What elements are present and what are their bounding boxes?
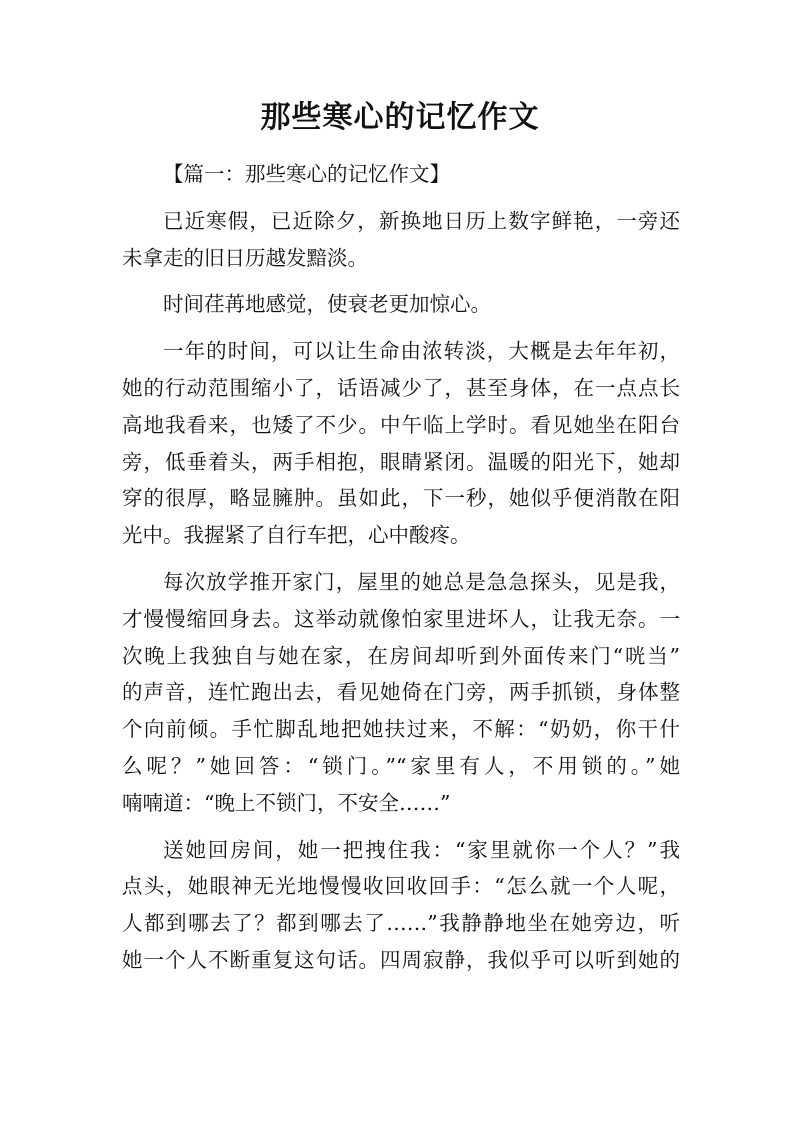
paragraph-4 [122, 333, 680, 554]
paragraph-line: 的声音，连忙跑出去，看见她倚在门旁，两手抓锁，身体整 [122, 680, 680, 705]
paragraph-line: 人都到哪去了？都到哪去了……”我静静地坐在她旁边，听 [122, 911, 680, 936]
paragraph-line: 时间荏苒地感觉，使衰老更加惊心。 [163, 292, 491, 317]
paragraph-line: 她的行动范围缩小了，话语减少了，甚至身体，在一点点长 [122, 375, 680, 400]
paragraph-line: 高地我看来，也矮了不少。中午临上学时。看见她坐在阳台 [122, 412, 680, 437]
paragraph-line: 么呢？”她回答：“锁门。”“家里有人，不用锁的。”她 [122, 753, 680, 778]
paragraph-line: 才慢慢缩回身去。这举动就像怕家里进坏人，让我无奈。一 [122, 606, 680, 631]
paragraph-line: 个向前倾。手忙脚乱地把她扶过来，不解：“奶奶，你干什 [122, 717, 680, 742]
paragraph-line: 旁，低垂着头，两手相抱，眼睛紧闭。温暖的阳光下，她却 [122, 449, 680, 474]
paragraph-line: 她一个人不断重复这句话。四周寂静，我似乎可以听到她的 [122, 947, 680, 972]
paragraph-line: 次晚上我独自与她在家，在房间却听到外面传来门“咣当” [122, 643, 680, 668]
paragraph-6 [122, 832, 680, 979]
paragraph-line: 点头，她眼神无光地慢慢收回收回手：“怎么就一个人呢， [122, 874, 680, 899]
document-body [122, 156, 680, 989]
document-title: 那些寒心的记忆作文 [260, 100, 540, 135]
paragraph-line: 每次放学推开家门，屋里的她总是急急探头，见是我， [163, 569, 680, 594]
paragraph-3 [122, 286, 680, 323]
paragraph-1 [122, 156, 680, 193]
paragraph-line: 穿的很厚，略显臃肿。虽如此，下一秒，她似乎便消散在阳 [122, 486, 680, 511]
paragraph-line: 喃喃道：“晚上不锁门，不安全……” [122, 790, 451, 815]
paragraph-line: 送她回房间，她一把拽住我：“家里就你一个人？”我 [163, 837, 680, 862]
paragraph-line: 未拿走的旧日历越发黯淡。 [122, 245, 368, 270]
paragraph-2 [122, 203, 680, 277]
paragraph-line: 【篇一：那些寒心的记忆作文】 [163, 162, 450, 186]
paragraph-line: 一年的时间，可以让生命由浓转淡，大概是去年年初， [163, 339, 680, 364]
paragraph-5 [122, 564, 680, 822]
paragraph-line: 已近寒假，已近除夕，新换地日历上数字鲜艳，一旁还 [163, 208, 680, 233]
paragraph-line: 光中。我握紧了自行车把，心中酸疼。 [122, 523, 471, 548]
